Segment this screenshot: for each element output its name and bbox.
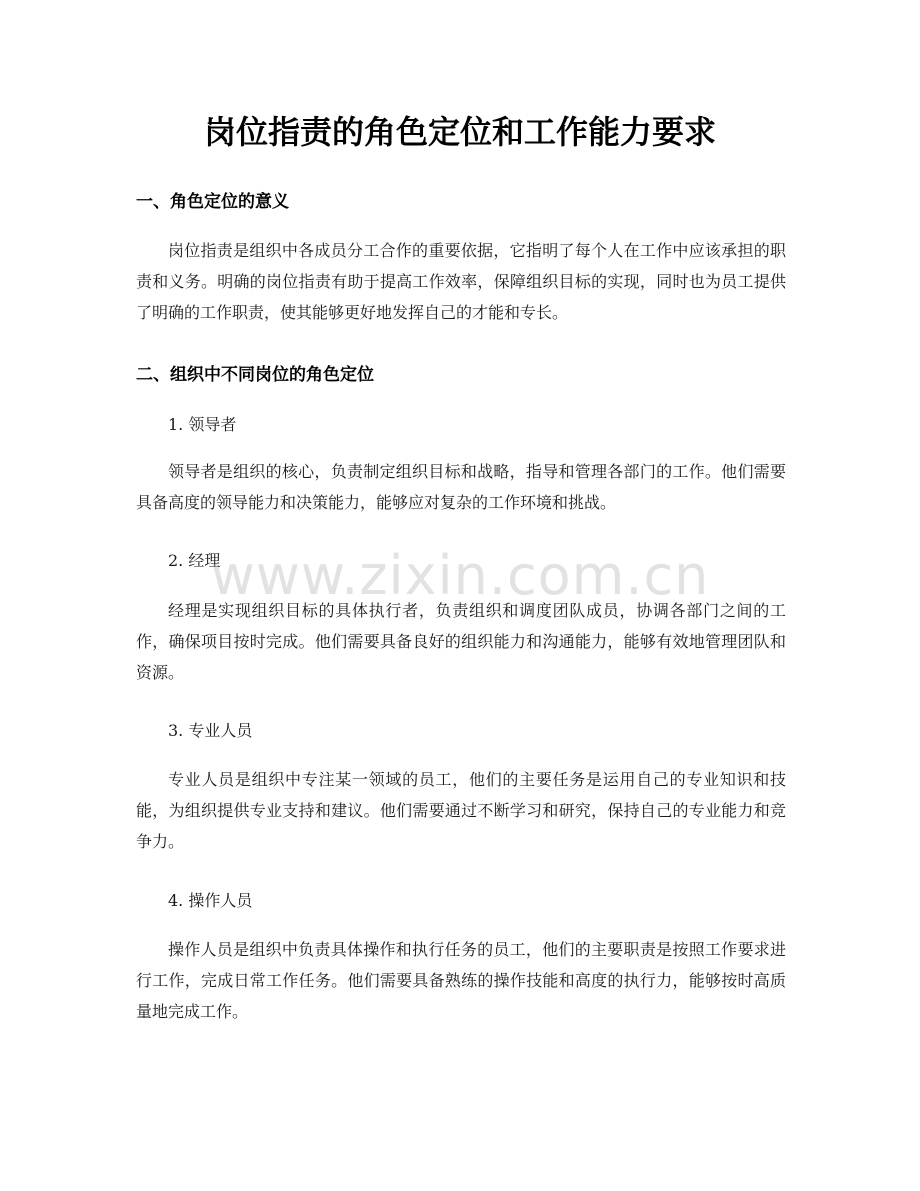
item-paragraph-manager: 经理是实现组织目标的具体执行者，负责组织和调度团队成员，协调各部门之间的工作，确保项目按时完成。他们需要具备良好的组织能力和沟通能力，能够有效地管理团队和资源。 — [136, 601, 786, 682]
document-title: 岗位指责的角色定位和工作能力要求 — [203, 113, 716, 151]
item-paragraph-leader: 领导者是组织的核心，负责制定组织目标和战略，指导和管理各部门的工作。他们需要具备高度的领导能力和决策能力，能够应对复杂的工作环境和挑战。 — [136, 462, 786, 512]
item-label-operator: 4. 操作人员 — [168, 891, 253, 910]
item-paragraph-professional: 专业人员是组织中专注某一领域的员工，他们的主要任务是运用自己的专业知识和技能，为组织提供专业支持和建议。他们需要通过不断学习和研究，保持自己的专业能力和竞争力。 — [136, 770, 786, 851]
section-heading-role-meaning: 一、角色定位的意义 — [136, 192, 289, 212]
item-label-manager: 2. 经理 — [168, 551, 221, 570]
item-paragraph-operator: 操作人员是组织中负责具体操作和执行任务的员工，他们的主要职责是按照工作要求进行工作，完成日常工作任务。他们需要具备熟练的操作技能和高度的执行力，能够按时高质量地完成工作。 — [136, 940, 786, 1021]
item-label-leader: 1. 领导者 — [168, 415, 237, 434]
section-heading-positions: 二、组织中不同岗位的角色定位 — [136, 365, 374, 385]
item-label-professional: 3. 专业人员 — [168, 721, 253, 740]
section-paragraph-role-meaning: 岗位指责是组织中各成员分工合作的重要依据，它指明了每个人在工作中应该承担的职责和义务。明确的岗位指责有助于提高工作效率，保障组织目标的实现，同时也为员工提供了明确的工作职责，使其能够更好地发挥自己的才能和专长。 — [136, 241, 786, 322]
watermark: www.zixin.com.cn — [210, 544, 710, 607]
